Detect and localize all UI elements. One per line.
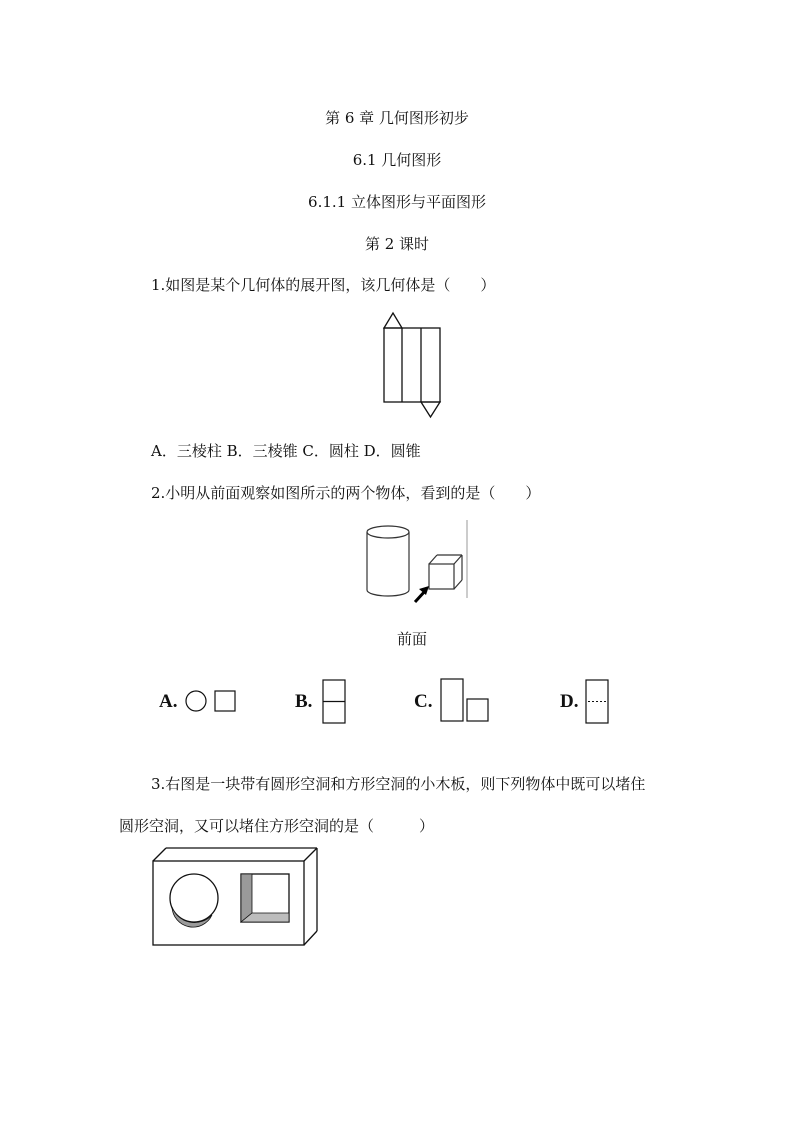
option-d-label: D.: [560, 691, 579, 712]
lesson-title: 第 2 课时: [364, 235, 430, 253]
question-1-options: A．三棱柱 B．三棱锥 C．圆柱 D．圆锥: [151, 442, 421, 460]
question-2-text: 2.小明从前面观察如图所示的两个物体，看到的是（ ）: [151, 484, 541, 502]
option-d-figure: [583, 678, 613, 728]
option-c-figure: [438, 676, 498, 726]
subsection-title: 6.1.1 立体图形与平面图形: [308, 193, 486, 211]
option-a-label: A.: [159, 691, 178, 712]
option-b-figure: [320, 678, 350, 728]
cylinder-and-cube-figure: [360, 518, 472, 608]
option-c-label: C.: [414, 691, 433, 712]
option-a-figure: [182, 688, 242, 718]
section-title: 6.1 几何图形: [352, 151, 442, 169]
chapter-title: 第 6 章 几何图形初步: [325, 109, 469, 127]
board-with-holes-figure: [150, 845, 325, 950]
option-b-label: B.: [295, 691, 313, 712]
question-1-text: 1.如图是某个几何体的展开图，该几何体是（ ）: [151, 276, 496, 294]
prism-net-figure: [378, 310, 468, 420]
question-3-text-line-2: 圆形空洞，又可以堵住方形空洞的是（ ）: [119, 817, 435, 835]
front-view-label: 前面: [397, 630, 428, 648]
question-3-text-line-1: 3.右图是一块带有圆形空洞和方形空洞的小木板，则下列物体中既可以堵住: [151, 775, 646, 793]
